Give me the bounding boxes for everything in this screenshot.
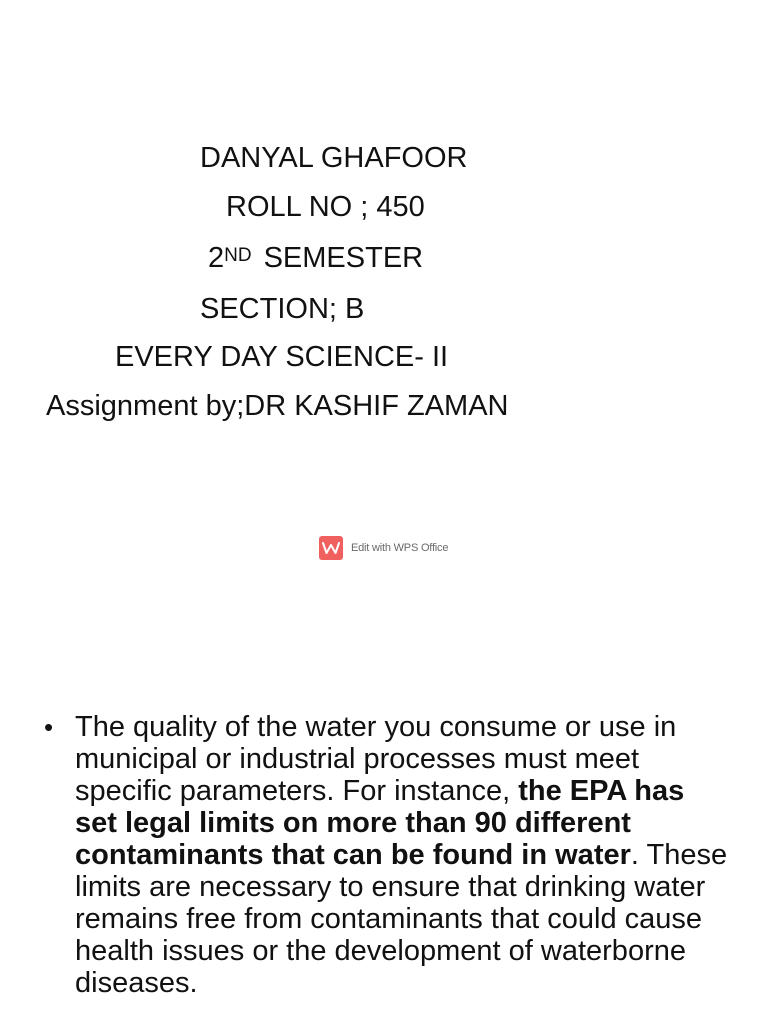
student-name: DANYAL GHAFOOR: [200, 142, 468, 174]
bullet-marker: •: [44, 712, 54, 742]
semester-number: 2: [208, 242, 225, 274]
paragraph-lead: The quality of the water you consume or use in municipal or industrial processes must meet specific parameters. For instance,: [75, 711, 677, 807]
semester-suffix: ND: [224, 245, 252, 266]
paragraph-emphasis: the EPA has set legal limits on more than 90 different contaminants that can be found in water: [75, 775, 685, 871]
roll-number: ROLL NO ; 450: [226, 191, 425, 223]
section-line: SECTION; B: [200, 293, 365, 325]
bullet-paragraph: [44, 711, 734, 999]
wps-logo-icon: [319, 536, 343, 560]
paragraph-text: [75, 711, 734, 999]
paragraph-tail: . These limits are necessary to ensure that drinking water remains free from contaminants that could cause health issues or the development of waterborne diseases.: [75, 839, 728, 999]
wps-label: Edit with WPS Office: [351, 542, 449, 554]
semester-line: [208, 240, 423, 276]
course-title: EVERY DAY SCIENCE- II: [115, 341, 449, 373]
semester-word: SEMESTER: [263, 242, 424, 274]
assignment-by: Assignment by;DR KASHIF ZAMAN: [46, 390, 509, 422]
wps-watermark[interactable]: [319, 536, 448, 560]
